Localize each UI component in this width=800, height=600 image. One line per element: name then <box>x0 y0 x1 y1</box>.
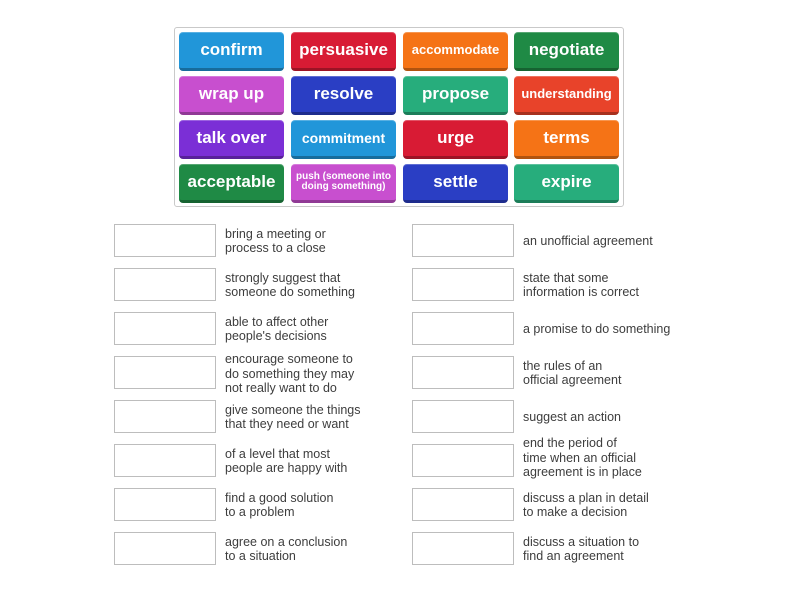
answer-slot-left-3[interactable] <box>114 312 216 345</box>
tile-urge[interactable]: urge <box>403 120 508 159</box>
clue-right-7: discuss a plan in detail to make a decision <box>523 490 649 519</box>
tile-terms[interactable]: terms <box>514 120 619 159</box>
tile-talk-over[interactable]: talk over <box>179 120 284 159</box>
tile-wrap-up[interactable]: wrap up <box>179 76 284 115</box>
answer-slot-right-6[interactable] <box>412 444 514 477</box>
tile-acceptable[interactable]: acceptable <box>179 164 284 203</box>
answer-slot-right-5[interactable] <box>412 400 514 433</box>
clue-left-3: able to affect other people's decisions <box>225 314 329 343</box>
clue-right-6: end the period of time when an official agreement is in place <box>523 436 642 480</box>
tile-accommodate[interactable]: accommodate <box>403 32 508 71</box>
clue-left-1: bring a meeting or process to a close <box>225 226 326 255</box>
clue-left-6: of a level that most people are happy with <box>225 446 348 475</box>
tile-understanding[interactable]: understanding <box>514 76 619 115</box>
clue-left-5: give someone the things that they need or want <box>225 402 361 431</box>
tile-expire[interactable]: expire <box>514 164 619 203</box>
clue-right-8: discuss a situation to find an agreement <box>523 534 640 563</box>
answer-slot-left-4[interactable] <box>114 356 216 389</box>
tile-persuasive[interactable]: persuasive <box>291 32 396 71</box>
clue-right-4: the rules of an official agreement <box>523 358 622 387</box>
clue-right-3: a promise to do something <box>523 321 671 336</box>
clue-left-8: agree on a conclusion to a situation <box>225 534 348 563</box>
tile-negotiate[interactable]: negotiate <box>514 32 619 71</box>
tile-commitment[interactable]: commitment <box>291 120 396 159</box>
answer-slot-right-7[interactable] <box>412 488 514 521</box>
clue-right-5: suggest an action <box>523 409 621 424</box>
tile-push-someone-into-doing-something[interactable]: push (someone into doing something) <box>291 164 396 203</box>
clue-left-4: encourage someone to do something they may not really want to do <box>225 352 355 396</box>
answer-slot-right-8[interactable] <box>412 532 514 565</box>
clue-left-7: find a good solution to a problem <box>225 490 334 519</box>
tile-propose[interactable]: propose <box>403 76 508 115</box>
word-tile-bank <box>174 27 624 207</box>
answer-slot-left-7[interactable] <box>114 488 216 521</box>
answer-slot-right-1[interactable] <box>412 224 514 257</box>
answer-slot-right-3[interactable] <box>412 312 514 345</box>
tile-resolve[interactable]: resolve <box>291 76 396 115</box>
answer-slot-left-1[interactable] <box>114 224 216 257</box>
answer-slot-left-5[interactable] <box>114 400 216 433</box>
clue-right-2: state that some information is correct <box>523 270 640 299</box>
answer-slot-right-4[interactable] <box>412 356 514 389</box>
tile-settle[interactable]: settle <box>403 164 508 203</box>
clue-right-1: an unofficial agreement <box>523 233 653 248</box>
answer-slot-left-8[interactable] <box>114 532 216 565</box>
answer-slot-right-2[interactable] <box>412 268 514 301</box>
tile-confirm[interactable]: confirm <box>179 32 284 71</box>
clue-left-2: strongly suggest that someone do something <box>225 270 355 299</box>
answer-slot-left-6[interactable] <box>114 444 216 477</box>
answer-slot-left-2[interactable] <box>114 268 216 301</box>
